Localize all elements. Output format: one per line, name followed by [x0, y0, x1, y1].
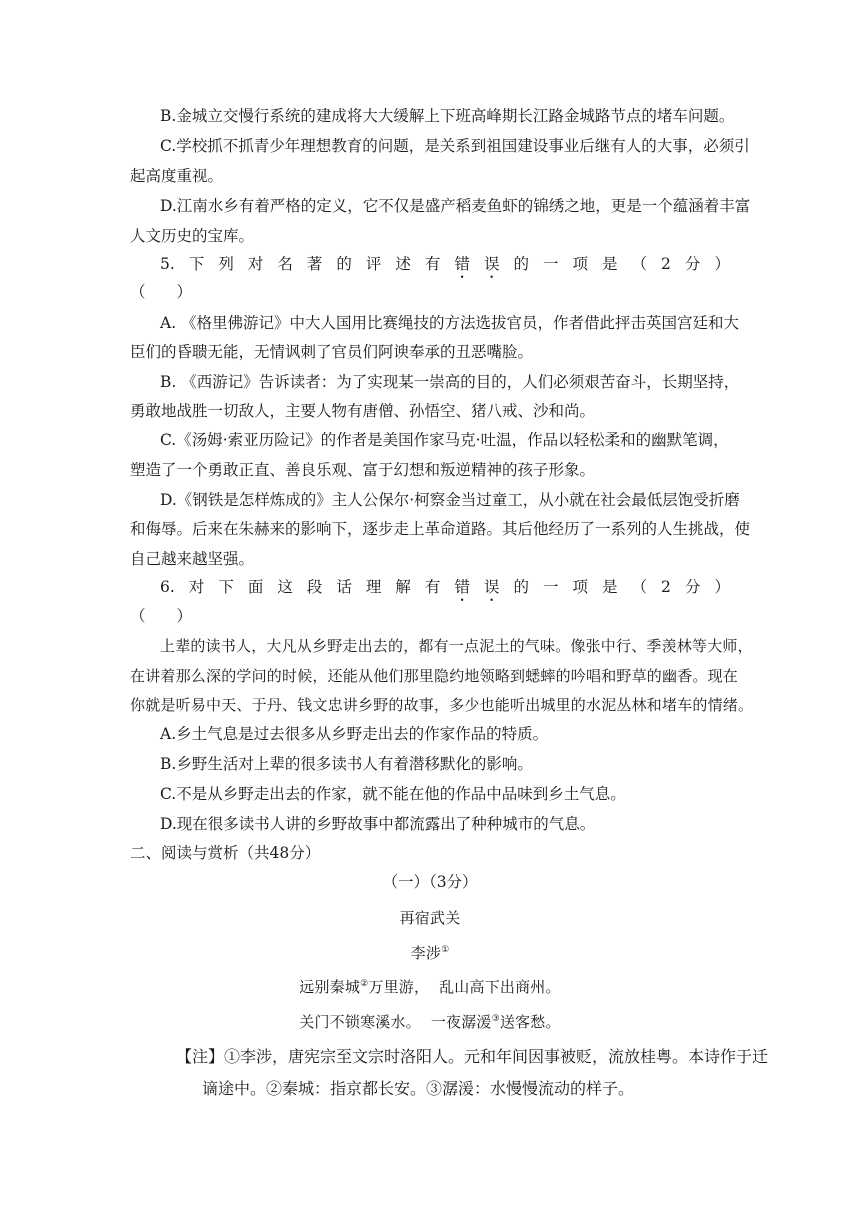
q5-stem-char: 项 [572, 255, 589, 273]
section-heading: 二、阅读与赏析（共48分） [130, 844, 321, 862]
q5-stem-char: ） [714, 255, 730, 273]
q5-option-b-line1: B. 《西游记》告诉读者：为了实现某一崇高的目的，人们必须艰苦奋斗，长期坚持， [160, 373, 740, 391]
q6-stem-char: 的 [513, 578, 529, 596]
q6-option-c: C.不是从乡野走出去的作家，就不能在他的作品中品味到乡土气息。 [160, 785, 626, 803]
poem-author [0, 943, 860, 963]
q5-option-a-line1: A. 《格里佛游记》中大人国用比赛绳技的方法选拔官员，作者借此抨击英国宫廷和大 [160, 314, 740, 332]
q5-stem-char: 2 [661, 255, 671, 273]
q5-stem-char: 是 [602, 255, 618, 273]
q5-stem-char: 有 [424, 255, 441, 273]
q5-option-c-line1: C.《汤姆·索亚历险记》的作者是美国作家马克·吐温，作品以轻松柔和的幽默笔调， [160, 431, 729, 449]
q5-option-b-line2: 勇敢地战胜一切敌人，主要人物有唐僧、孙悟空、猪八戒、沙和尚。 [130, 402, 596, 420]
q5-stem-char: 分 [684, 255, 701, 273]
footnote-marker: ① [441, 945, 450, 955]
q6-stem-char: 对 [188, 578, 205, 596]
q6-stem-char: 段 [306, 578, 323, 596]
q6-stem-char: 面 [247, 578, 264, 596]
q5-option-a-line2: 臣们的昏聩无能，无情讽刺了官员们阿谀奉承的丑恶嘴脸。 [130, 343, 534, 361]
q6-passage-line3: 你就是听易中天、于丹、钱文忠讲乡野的故事，多少也能听出城里的水泥丛林和堵车的情绪。 [130, 696, 754, 714]
q5-stem-char: 一 [542, 255, 559, 273]
q5-stem-char: 下 [188, 255, 205, 273]
q6-stem-char: 分 [684, 578, 701, 596]
poem-notes-line2: 谪途中。②秦城：指京都长安。③潺湲：水慢慢流动的样子。 [202, 1079, 635, 1098]
q5-option-d-line3: 自己越来越坚强。 [130, 550, 255, 568]
q5-option-d-line1: D.《钢铁是怎样炼成的》主人公保尔·柯察金当过童工，从小就在社会最低层饱受折磨 [160, 491, 740, 509]
q6-stem-char: 理 [365, 578, 382, 596]
q6-stem-emphasis-char: 错 [454, 578, 470, 596]
poem-line-1-part-b: 万里游， 乱山高下出商州。 [368, 978, 561, 996]
q5-stem-char: 5. [160, 255, 175, 273]
footnote-marker: ② [360, 979, 369, 989]
q5-stem-char: （ [631, 255, 648, 273]
part-heading: （一）（3分） [382, 873, 478, 891]
q5-stem-char: 评 [365, 255, 382, 273]
q4-option-c-line1: C.学校抓不抓青少年理想教育的问题，是关系到祖国建设事业后继有人的大事，必须引 [160, 137, 750, 155]
q4-option-b: B.金城立交慢行系统的建成将大大缓解上下班高峰期长江路金城路节点的堵车问题。 [160, 107, 735, 125]
q5-stem-char: 的 [513, 255, 529, 273]
q4-option-c-line2: 起高度重视。 [130, 167, 224, 185]
q5-stem-emphasis-char: 错 [454, 255, 470, 273]
q6-passage-line2: 在讲着那么深的学问的时候，还能从他们那里隐约地领略到蟋蟀的吟唱和野草的幽香。现在 [130, 667, 739, 685]
q6-passage-line1: 上辈的读书人，大凡从乡野走出去的，都有一点泥土的气味。像张中行、季羡林等大师， [160, 637, 753, 655]
q6-stem-emphasis-char: 误 [483, 578, 500, 596]
q5-answer-paren: （ ） [130, 283, 193, 301]
q6-stem-char: 下 [218, 578, 234, 596]
q6-stem-char: 项 [572, 578, 589, 596]
q5-stem-char: 的 [336, 255, 352, 273]
q6-option-b: B.乡野生活对上辈的很多读书人有着潜移默化的影响。 [160, 755, 533, 773]
q5-stem-char: 述 [395, 255, 411, 273]
q6-option-a: A.乡土气息是过去很多从乡野走出去的作家作品的特质。 [160, 725, 549, 743]
footnote-marker: ③ [491, 1014, 500, 1024]
poem-line-2-part-b: 送客愁。 [499, 1013, 561, 1031]
q6-stem-char: 一 [542, 578, 559, 596]
q5-stem-emphasis-char: 误 [483, 255, 500, 273]
poem-author-name: 李涉 [410, 944, 442, 962]
q6-stem-char: 解 [395, 578, 411, 596]
q4-option-d-line2: 人文历史的宝库。 [130, 227, 255, 245]
poem-line-2 [0, 1012, 860, 1032]
q6-stem-char: 这 [277, 578, 293, 596]
q5-stem-char: 著 [306, 255, 323, 273]
q5-option-c-line2: 塑造了一个勇敢正直、善良乐观、富于幻想和叛逆精神的孩子形象。 [130, 461, 596, 479]
q4-option-d-line1: D.江南水乡有着严格的定义，它不仅是盛产稻麦鱼虾的锦绣之地，更是一个蕴涵着丰富 [160, 197, 751, 215]
poem-title: 再宿武关 [399, 909, 461, 927]
q6-stem-char: 话 [336, 578, 352, 596]
q5-stem-char: 对 [247, 255, 264, 273]
q6-stem-char: 是 [602, 578, 618, 596]
q5-option-d-line2: 和侮辱。后来在朱赫来的影响下，逐步走上革命道路。其后他经历了一系列的人生挑战，使 [130, 520, 751, 538]
poem-notes-line1: 【注】①李涉，唐宪宗至文宗时洛阳人。元和年间因事被贬，流放桂粤。本诗作于迁 [176, 1047, 769, 1066]
q5-stem [160, 254, 730, 282]
q6-option-d: D.现在很多读书人讲的乡野故事中都流露出了种种城市的气息。 [160, 815, 596, 833]
q6-answer-paren: （ ） [130, 607, 193, 625]
q6-stem-char: （ [631, 578, 648, 596]
q6-stem [160, 577, 730, 605]
q5-stem-char: 列 [218, 255, 234, 273]
q5-stem-char: 名 [277, 255, 293, 273]
poem-line-2-part-a: 关门不锁寒溪水。 一夜潺湲 [299, 1013, 492, 1031]
q6-stem-char: ） [714, 578, 730, 596]
q6-stem-char: 6. [160, 578, 175, 596]
poem-line-1 [0, 977, 860, 997]
poem-line-1-part-a: 远别秦城 [299, 978, 361, 996]
q6-stem-char: 有 [424, 578, 441, 596]
q6-stem-char: 2 [661, 578, 671, 596]
